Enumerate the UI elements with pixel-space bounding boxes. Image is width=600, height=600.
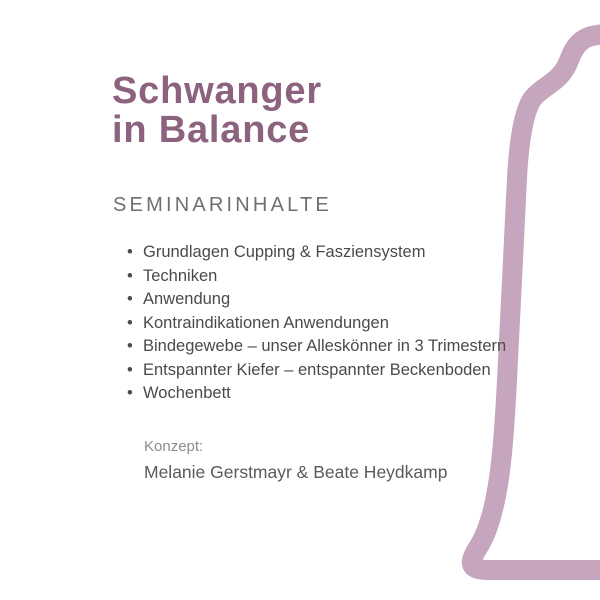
list-item: • Wochenbett [127, 382, 506, 406]
list-item: • Grundlagen Cupping & Fasziensystem [127, 241, 506, 265]
list-item: • Kontraindikationen Anwendungen [127, 312, 506, 336]
page-title-line-2: in Balance [112, 109, 311, 151]
footer [144, 437, 447, 483]
page-title-line-1: Schwanger [112, 70, 322, 112]
page-title [112, 72, 322, 150]
list-item: • Techniken [127, 265, 506, 289]
section-heading: SEMINARINHALTE [113, 194, 332, 216]
konzept-label: Konzept: [144, 438, 204, 455]
list-item: • Bindegewebe – unser Alleskönner in 3 Trimestern [127, 335, 506, 359]
list-item: • Entspannter Kiefer – entspannter Beckenboden [127, 359, 506, 383]
authors: Melanie Gerstmayr & Beate Heydkamp [144, 462, 448, 482]
list-item: • Anwendung [127, 288, 506, 312]
seminar-list [127, 241, 506, 406]
